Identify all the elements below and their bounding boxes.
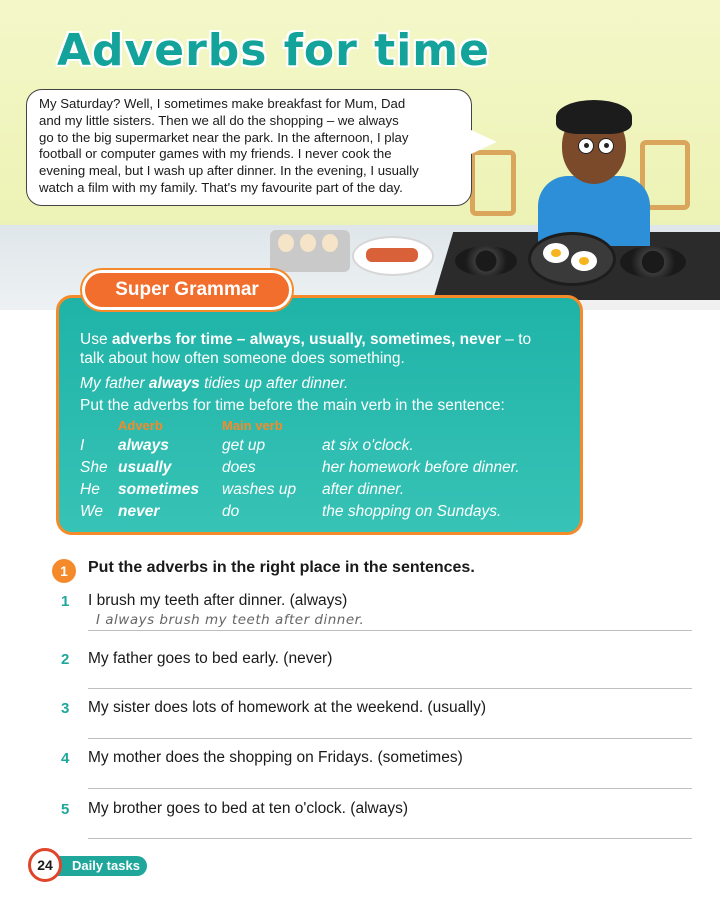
burner-icon [620,246,686,278]
boy-hair [556,100,632,134]
table-rest: her homework before dinner. [322,459,520,476]
item-answer: I always brush my teeth after dinner. [96,612,365,628]
answer-line[interactable] [88,838,692,839]
table-subject: He [80,481,100,498]
item-number: 4 [61,750,70,767]
item-sentence: My brother goes to bed at ten o'clock. (always) [88,800,408,817]
item-number: 2 [61,651,70,668]
answer-line[interactable] [88,688,692,689]
egg-box-icon [270,230,350,272]
answer-line[interactable] [88,788,692,789]
exercise-instruction: Put the adverbs in the right place in the sentences. [88,559,475,576]
page-title: Adverbs for time [57,25,490,76]
table-rest: at six o'clock. [322,437,414,454]
answer-line[interactable] [88,738,692,739]
grammar-intro: Use adverbs for time – always, usually, sometimes, never – to [80,331,532,348]
bubble-line: evening meal, but I wash up after dinner. In the evening, I usually [39,163,419,179]
column-header-adverb: Adverb [118,418,163,433]
burner-icon [455,246,517,276]
grammar-rule: Put the adverbs for time before the main verb in the sentence: [80,397,505,414]
table-verb: get up [222,437,266,454]
table-verb: does [222,459,256,476]
page-number: 24 [28,848,62,882]
table-adverb: sometimes [118,481,199,498]
chair-icon [470,150,516,216]
bubble-line: go to the big supermarket near the park. In the afternoon, I play [39,129,409,145]
bubble-line: watch a film with my family. That's my favourite part of the day. [39,179,403,195]
table-adverb: always [118,437,169,454]
item-sentence: My father goes to bed early. (never) [88,650,333,667]
super-grammar-tab: Super Grammar [82,270,292,310]
table-adverb: usually [118,459,172,476]
footer-section-label: Daily tasks [72,858,140,873]
grammar-example: My father always tidies up after dinner. [80,375,349,392]
item-sentence: I brush my teeth after dinner. (always) [88,592,348,609]
table-rest: after dinner. [322,481,405,498]
table-subject: I [80,437,85,454]
table-verb: washes up [222,481,297,498]
table-verb: do [222,503,240,520]
speech-bubble [26,89,472,206]
item-number: 3 [61,700,70,717]
table-subject: She [80,459,108,476]
column-header-main-verb: Main verb [222,418,283,433]
grammar-intro-line2: talk about how often someone does something. [80,350,405,367]
bacon-plate-icon [352,236,434,276]
bubble-line: and my little sisters. Then we all do the shopping – we always [39,112,399,128]
table-rest: the shopping on Sundays. [322,503,502,520]
item-sentence: My mother does the shopping on Fridays. (sometimes) [88,749,463,766]
item-number: 1 [61,593,70,610]
item-number: 5 [61,801,70,818]
exercise-number-badge: 1 [52,559,76,583]
table-adverb: never [118,503,160,520]
frying-pan-icon [528,232,616,286]
bubble-line: My Saturday? Well, I sometimes make breakfast for Mum, Dad [39,96,406,111]
item-sentence: My sister does lots of homework at the weekend. (usually) [88,699,487,716]
bubble-line: football or computer games with my friends. I never cook the [39,146,392,162]
answer-line[interactable] [88,630,692,631]
table-subject: We [80,503,103,520]
